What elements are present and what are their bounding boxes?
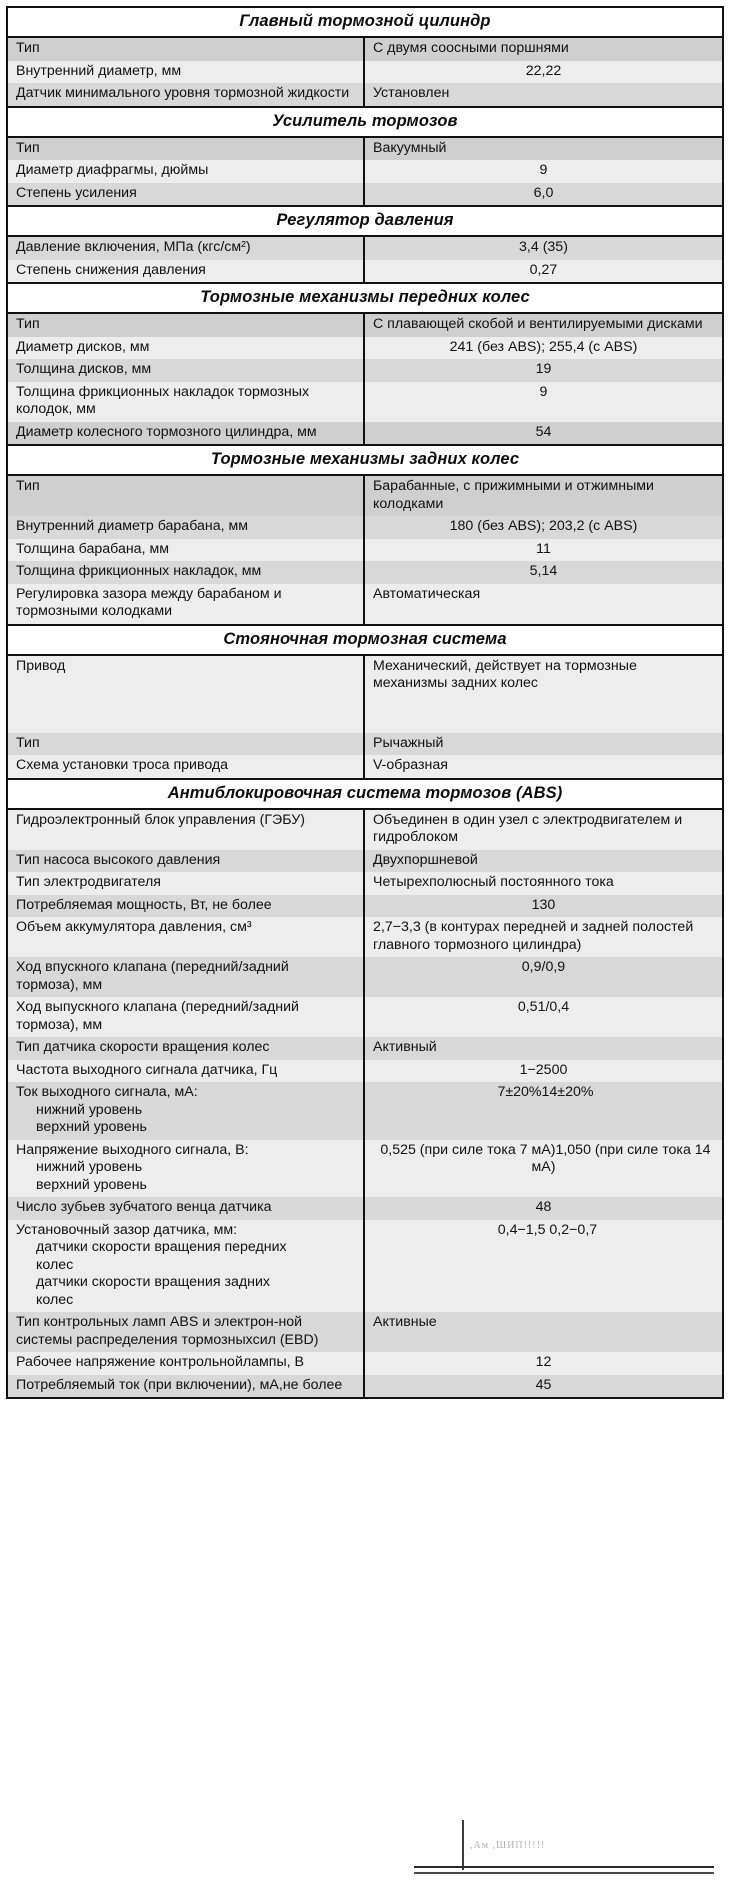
spec-row — [7, 655, 723, 733]
spec-parameter-value: 0,27 — [364, 260, 723, 284]
spec-parameter-value: Автоматическая — [364, 584, 723, 625]
spec-row — [7, 1197, 723, 1220]
spec-parameter-name: Тип насоса высокого давления — [7, 850, 364, 873]
spec-parameter-name: Ход выпускного клапана (передний/задний тормоза), мм — [7, 997, 364, 1037]
spec-value-line: 1,050 (при силе тока 14 мА) — [531, 1141, 711, 1175]
spec-row — [7, 917, 723, 957]
spec-row — [7, 359, 723, 382]
scan-artifact-tick — [462, 1820, 464, 1870]
spec-parameter-value: 5,14 — [364, 561, 723, 584]
spec-row — [7, 83, 723, 107]
spec-parameter-name: Диаметр дисков, мм — [7, 337, 364, 360]
spec-parameter-name: Степень усиления — [7, 183, 364, 207]
spec-parameter-value: 3,4 (35) — [364, 236, 723, 260]
spec-row — [7, 539, 723, 562]
spec-parameter-value: Четырехполюсный постоянного тока — [364, 872, 723, 895]
spec-parameter-value: 48 — [364, 1197, 723, 1220]
spec-parameter-name — [7, 1082, 364, 1140]
spec-parameter-value — [364, 1082, 723, 1140]
spec-row — [7, 733, 723, 756]
section-header-row — [7, 779, 723, 809]
section-heading: Регулятор давления — [7, 206, 723, 236]
spec-row — [7, 337, 723, 360]
spec-parameter-value: 9 — [364, 160, 723, 183]
spec-parameter-value: 54 — [364, 422, 723, 446]
spec-parameter-name: Тип электродвигателя — [7, 872, 364, 895]
section-heading: Главный тормозной цилиндр — [7, 7, 723, 37]
spec-row — [7, 957, 723, 997]
spec-row — [7, 183, 723, 207]
spec-row — [7, 872, 723, 895]
section-header-row — [7, 283, 723, 313]
spec-value-line: 0,525 (при силе тока 7 мА) — [380, 1141, 556, 1158]
spec-name-line: датчики скорости вращения задних — [36, 1274, 270, 1290]
spec-parameter-value: Вакуумный — [364, 137, 723, 161]
spec-parameter-value: 12 — [364, 1352, 723, 1375]
spec-name-line: колес — [36, 1256, 74, 1273]
spec-parameter-value: 9 — [364, 382, 723, 422]
spec-row — [7, 137, 723, 161]
spec-parameter-name: Диаметр колесного тормозного цилиндра, мм — [7, 422, 364, 446]
spec-name-line: датчики скорости вращения передних — [36, 1239, 287, 1255]
spec-parameter-value: Активный — [364, 1037, 723, 1060]
section-header-row — [7, 107, 723, 137]
spec-name-line: Потребляемый ток (при включении), мА, — [16, 1376, 283, 1393]
spec-parameter-name: Потребляемая мощность, Вт, не более — [7, 895, 364, 918]
spec-parameter-name: Внутренний диаметр, мм — [7, 61, 364, 84]
spec-parameter-value: Активные — [364, 1312, 723, 1352]
spec-parameter-name: Привод — [7, 655, 364, 733]
spec-row — [7, 260, 723, 284]
spec-row — [7, 1375, 723, 1399]
section-heading: Усилитель тормозов — [7, 107, 723, 137]
spec-name-line: Рабочее напряжение контрольной — [16, 1354, 243, 1370]
spec-parameter-name: Тип — [7, 37, 364, 61]
spec-value-line: 0,2−0,7 — [549, 1221, 598, 1238]
section-header-row — [7, 445, 723, 475]
spec-row — [7, 561, 723, 584]
spec-name-line: сил (EBD) — [252, 1331, 319, 1348]
spec-name-line: Установочный зазор датчика, мм: — [16, 1221, 238, 1238]
spec-parameter-value: Барабанные, с прижимными и отжимными колодками — [364, 475, 723, 516]
spec-row — [7, 1140, 723, 1198]
spec-name-line: Тип контрольных ламп ABS и электрон- — [16, 1314, 279, 1330]
spec-parameter-value: 22,22 — [364, 61, 723, 84]
spec-name-line: Ток выходного сигнала, мА: — [16, 1084, 198, 1100]
spec-row — [7, 1037, 723, 1060]
spec-value-line: 14±20% — [541, 1084, 594, 1100]
scan-artifact-rule-upper — [414, 1866, 714, 1868]
spec-row — [7, 1352, 723, 1375]
spec-parameter-name — [7, 1140, 364, 1198]
spec-value-line: 0,4−1,5 — [497, 1221, 546, 1238]
spec-parameter-name: Толщина фрикционных накладок, мм — [7, 561, 364, 584]
spec-name-line: верхний уровень — [36, 1119, 147, 1135]
spec-name-line: колес — [36, 1291, 74, 1308]
spec-row — [7, 236, 723, 260]
scan-artifact-rule-lower — [414, 1872, 714, 1874]
spec-parameter-name: Внутренний диаметр барабана, мм — [7, 516, 364, 539]
spec-parameter-name: Диаметр диафрагмы, дюймы — [7, 160, 364, 183]
spec-parameter-value: 45 — [364, 1375, 723, 1399]
spec-parameter-name: Толщина фрикционных накладок тормозных колодок, мм — [7, 382, 364, 422]
spec-parameter-value: 19 — [364, 359, 723, 382]
spec-parameter-name: Тип — [7, 137, 364, 161]
spec-parameter-name — [7, 1312, 364, 1352]
section-heading: Антиблокировочная система тормозов (ABS) — [7, 779, 723, 809]
scan-artifact-watermark: ,Ам ,ШИП!!!!! — [470, 1840, 546, 1851]
spec-row — [7, 1220, 723, 1313]
spec-parameter-value: 6,0 — [364, 183, 723, 207]
spec-name-line: ной системы распределения тормозных — [16, 1314, 303, 1348]
section-header-row — [7, 7, 723, 37]
spec-row — [7, 475, 723, 516]
section-heading: Тормозные механизмы передних колес — [7, 283, 723, 313]
spec-parameter-name: Толщина дисков, мм — [7, 359, 364, 382]
spec-parameter-name — [7, 1352, 364, 1375]
spec-parameter-value: 130 — [364, 895, 723, 918]
spec-parameter-value: Объединен в один узел с электродвигателем и гидроблоком — [364, 809, 723, 850]
spec-parameter-name: Схема установки троса привода — [7, 755, 364, 779]
spec-parameter-value: С двумя соосными поршнями — [364, 37, 723, 61]
spec-row — [7, 313, 723, 337]
spec-row — [7, 755, 723, 779]
spec-value-line: 7±20% — [497, 1084, 542, 1100]
brake-system-spec-table — [6, 6, 724, 1399]
spec-parameter-name: Ход впускного клапана (передний/задний тормоза), мм — [7, 957, 364, 997]
spec-parameter-value: 1−2500 — [364, 1060, 723, 1083]
spec-parameter-value: Двухпоршневой — [364, 850, 723, 873]
spec-parameter-name: Толщина барабана, мм — [7, 539, 364, 562]
spec-name-line: нижний уровень — [36, 1159, 143, 1175]
spec-row — [7, 1312, 723, 1352]
spec-row — [7, 584, 723, 625]
spec-row — [7, 895, 723, 918]
spec-row — [7, 1060, 723, 1083]
spec-parameter-name: Степень снижения давления — [7, 260, 364, 284]
spec-name-line: нижний уровень — [36, 1101, 143, 1118]
section-header-row — [7, 206, 723, 236]
spec-row — [7, 37, 723, 61]
spec-parameter-name: Гидроэлектронный блок управления (ГЭБУ) — [7, 809, 364, 850]
spec-parameter-value — [364, 1220, 723, 1313]
spec-parameter-name: Тип — [7, 313, 364, 337]
spec-parameter-name: Частота выходного сигнала датчика, Гц — [7, 1060, 364, 1083]
spec-row — [7, 1082, 723, 1140]
spec-parameter-value: Механический, действует на тормозные механизмы задних колес — [364, 655, 723, 733]
spec-parameter-value: 2,7−3,3 (в контурах передней и задней полостей главного тормозного цилиндра) — [364, 917, 723, 957]
spec-name-line: верхний уровень — [36, 1176, 147, 1193]
spec-row — [7, 809, 723, 850]
spec-parameter-value: Рычажный — [364, 733, 723, 756]
spec-parameter-value: Установлен — [364, 83, 723, 107]
spec-parameter-value: 0,51/0,4 — [364, 997, 723, 1037]
spec-row — [7, 382, 723, 422]
spec-parameter-name: Тип датчика скорости вращения колес — [7, 1037, 364, 1060]
spec-parameter-name: Тип — [7, 733, 364, 756]
spec-parameter-value: 11 — [364, 539, 723, 562]
spec-row — [7, 422, 723, 446]
spec-parameter-name: Давление включения, МПа (кгс/см²) — [7, 236, 364, 260]
section-heading: Тормозные механизмы задних колес — [7, 445, 723, 475]
spec-parameter-name: Тип — [7, 475, 364, 516]
spec-name-line: лампы, В — [242, 1354, 305, 1370]
spec-parameter-value — [364, 1140, 723, 1198]
spec-row — [7, 997, 723, 1037]
spec-parameter-value: V-образная — [364, 755, 723, 779]
spec-parameter-value: 180 (без ABS); 203,2 (с ABS) — [364, 516, 723, 539]
section-header-row — [7, 625, 723, 655]
spec-name-line: Напряжение выходного сигнала, В: — [16, 1141, 249, 1158]
spec-parameter-name: Датчик минимального уровня тормозной жидкости — [7, 83, 364, 107]
spec-row — [7, 850, 723, 873]
spec-parameter-name: Объем аккумулятора давления, см³ — [7, 917, 364, 957]
spec-row — [7, 160, 723, 183]
spec-parameter-name: Число зубьев зубчатого венца датчика — [7, 1197, 364, 1220]
spec-name-line: не более — [282, 1376, 343, 1393]
section-heading: Стояночная тормозная система — [7, 625, 723, 655]
spec-parameter-name: Регулировка зазора между барабаном и тормозными колодками — [7, 584, 364, 625]
spec-parameter-value: 241 (без ABS); 255,4 (с ABS) — [364, 337, 723, 360]
spec-parameter-value: 0,9/0,9 — [364, 957, 723, 997]
spec-parameter-name — [7, 1220, 364, 1313]
spec-row — [7, 61, 723, 84]
spec-parameter-value: С плавающей скобой и вентилируемыми дисками — [364, 313, 723, 337]
spec-row — [7, 516, 723, 539]
spec-parameter-name — [7, 1375, 364, 1399]
